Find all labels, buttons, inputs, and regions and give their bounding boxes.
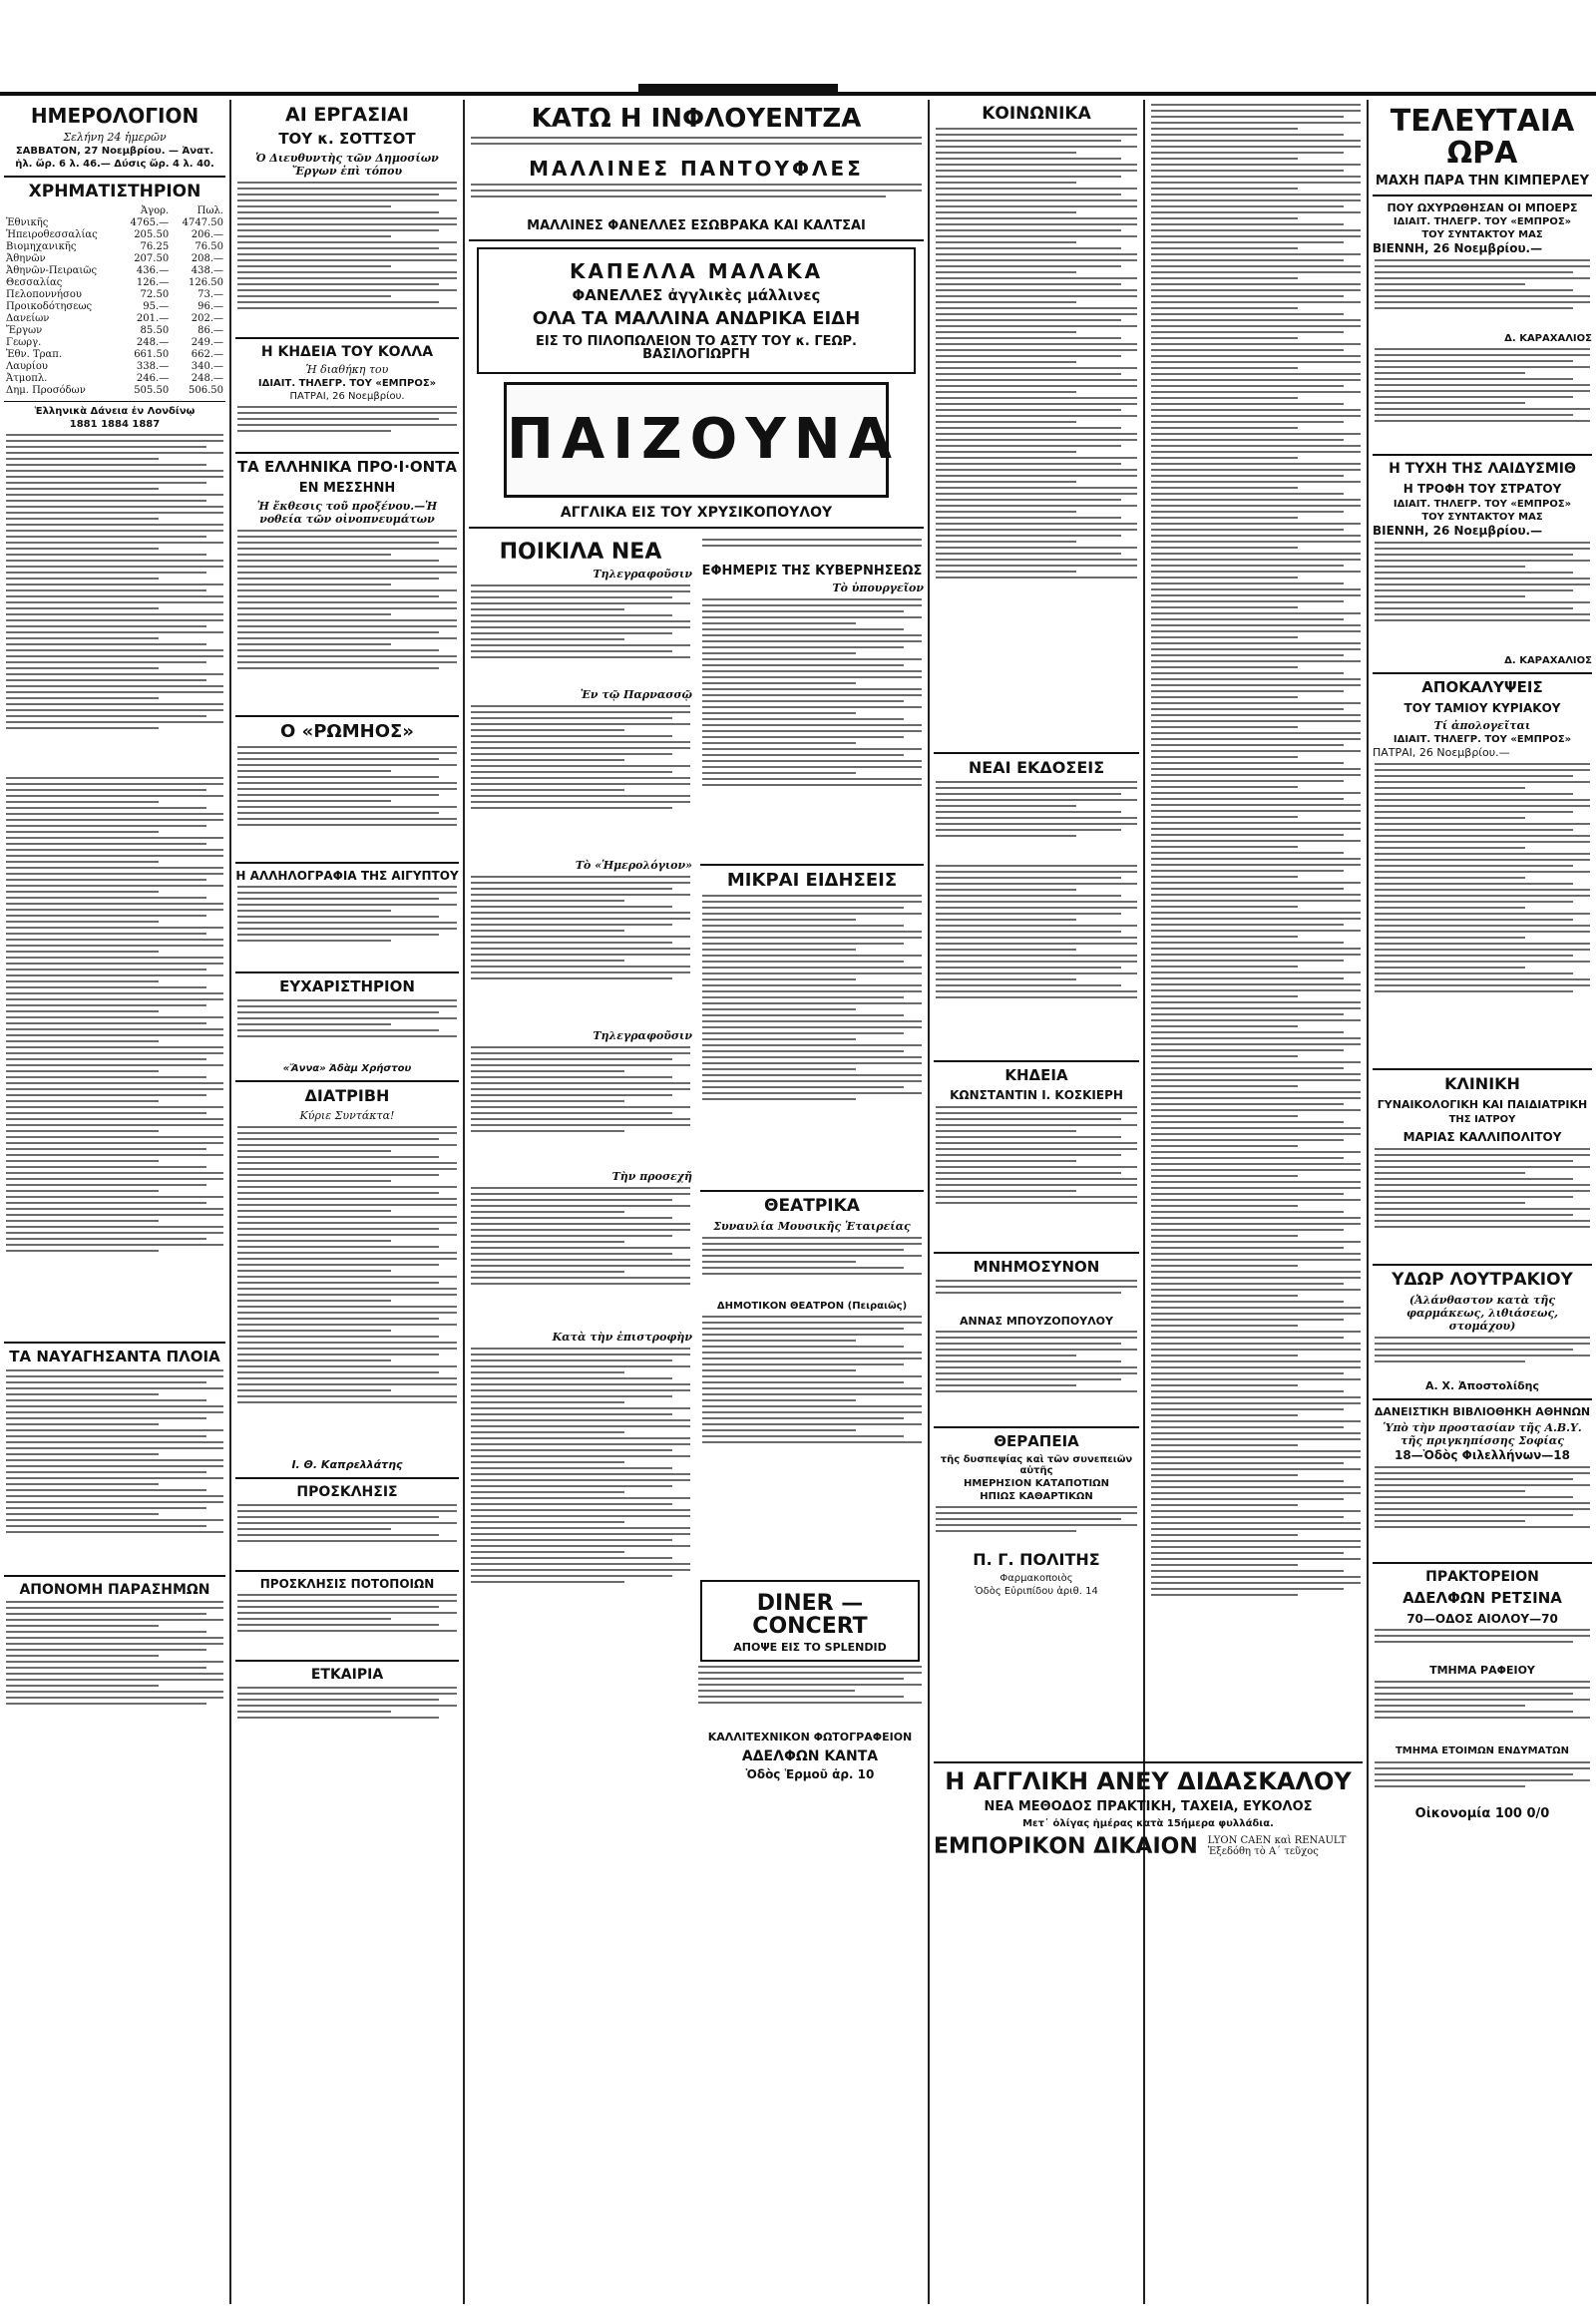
stock-row xyxy=(4,265,225,277)
text-block xyxy=(1151,104,1361,1640)
stock-sell: 73.— xyxy=(198,288,223,300)
ad-commercial-issue: Ἐξεδόθη τὸ Α΄ τεῦχος xyxy=(1207,1846,1319,1858)
ad-agency-readymade: ΤΜΗΜΑ ΕΤΟΙΜΩΝ ΕΝΔΥΜΑΤΩΝ xyxy=(1395,1745,1570,1757)
text-block xyxy=(1375,1148,1590,1258)
headline-shipwrecks: ΤΑ ΝΑΥΑΓΗΣΑΝΤΑ ΠΛΟΙΑ xyxy=(9,1347,220,1365)
stock-buy: 436.— xyxy=(136,264,170,276)
headline-therapy: ΘΕΡΑΠΕΙΑ xyxy=(994,1432,1079,1451)
column-separator xyxy=(463,100,465,2304)
stock-sell: 126.50 xyxy=(189,276,223,288)
stock-name: Λαυρίου xyxy=(6,360,48,372)
ad-english-title: Η ΑΓΓΛΙΚΗ ΑΝΕΥ ΔΙΔΑΣΚΑΛΟΥ xyxy=(945,1767,1352,1795)
stock-name: Προικοδότησεως xyxy=(6,300,93,312)
text-block xyxy=(936,128,1137,746)
stock-buy: 661.50 xyxy=(134,348,170,360)
text-block xyxy=(237,746,457,856)
column-separator xyxy=(1367,100,1369,2304)
ad-hats: ΚΑΠΕΛΛΑ ΜΑΛΑΚΑ xyxy=(569,258,824,283)
stock-sell: 202.— xyxy=(191,312,223,324)
stock-name: Γεωργ. xyxy=(6,336,42,348)
ad-library-address: 18—Ὁδὸς Φιλελλήνων—18 xyxy=(1394,1448,1571,1463)
ad-commercial-law: ΕΜΠΟΡΙΚΟΝ ΔΙΚΑΙΟΝ xyxy=(934,1833,1198,1859)
column-separator xyxy=(1143,100,1145,2304)
stock-name: Βιομηχανικῆς xyxy=(6,240,77,252)
text-block xyxy=(237,999,457,1059)
ad-commercial-law-info xyxy=(1208,1835,1347,1857)
text-block xyxy=(1375,1681,1590,1741)
therapy-laxative: ΗΠΙΩΣ ΚΑΘΑΡΤΙΚΩΝ xyxy=(980,1491,1093,1503)
stock-name: Ἀθηνῶν-Πειραιῶς xyxy=(6,264,98,276)
text-block xyxy=(237,1594,457,1654)
text-block xyxy=(471,1348,690,1583)
products-deck: Ἡ ἔκθεσις τοῦ προξένου.—Ἡ νοθεία τῶν οἰνοπνευμάτων xyxy=(256,499,438,526)
headline-ladysmith: Η ΤΥΧΗ ΤΗΣ ΛΑΙΔΥΣΜΙΘ xyxy=(1389,460,1576,477)
stock-name: Πελοποννήσου xyxy=(6,288,82,300)
text-block xyxy=(1375,1466,1590,1556)
kollas-dateline: ΠΑΤΡΑΙ, 26 Νοεμβρίου. xyxy=(289,391,405,403)
ad-clinic-doctor-label: ΤΗΣ ΙΑΤΡΟΥ xyxy=(1448,1114,1516,1126)
ad-slippers: ΜΑΛΛΙΝΕΣ ΠΑΝΤΟΥΦΛΕΣ xyxy=(529,157,864,182)
column-works xyxy=(235,100,459,2304)
stock-name: Θεσσαλίας xyxy=(6,276,63,288)
ad-photo-studio: ΚΑΛΛΙΤΕΧΝΙΚΟΝ ΦΩΤΟΓΡΑΦΕΙΟΝ xyxy=(707,1731,913,1744)
stock-row xyxy=(4,349,225,361)
text-block xyxy=(237,1687,457,1719)
stock-buy: 85.50 xyxy=(140,324,170,336)
text-block xyxy=(6,1369,223,1569)
last-hour-boers: ΠΟΥ ΩΧΥΡΩΘΗΣΑΝ ΟΙ ΜΠΟΕΡΣ xyxy=(1387,200,1578,214)
text-block xyxy=(237,1126,457,1455)
text-block xyxy=(702,1237,922,1297)
stock-sell: 662.— xyxy=(191,348,223,360)
misc-sub-f: Κατὰ τὴν ἐπιστροφὴν xyxy=(552,1330,692,1344)
memorial-name: ΑΝΝΑΣ ΜΠΟΥΖΟΠΟΥΛΟΥ xyxy=(960,1314,1113,1328)
text-block xyxy=(1375,1629,1590,1659)
stock-buy: 4765.— xyxy=(130,216,170,228)
stock-row xyxy=(4,217,225,229)
stock-buy: 246.— xyxy=(136,372,170,384)
text-block xyxy=(702,1316,922,1495)
ad-diner-box xyxy=(700,1580,920,1662)
headline-dissertation: ΔΙΑΤΡΙΒΗ xyxy=(304,1086,390,1105)
ad-commercial-law-row xyxy=(934,1835,1363,1858)
text-block xyxy=(237,1504,457,1564)
ad-photo-brothers: ΑΔΕΛΦΩΝ ΚΑΝΤΑ xyxy=(741,1747,879,1764)
col-header-sell: Πωλ. xyxy=(197,204,223,216)
headline-small-news: ΜΙΚΡΑΙ ΕΙΔΗΣΕΙΣ xyxy=(726,870,898,892)
stock-table xyxy=(4,205,225,397)
ad-diner-concert xyxy=(696,1576,924,1783)
stock-buy: 205.50 xyxy=(134,228,170,240)
pharmacist-role: Φαρμακοποιὸς xyxy=(999,1572,1073,1584)
dissertation-salutation: Κύριε Συντάκτα! xyxy=(299,1108,395,1122)
text-block xyxy=(471,584,690,684)
theatre-sub-b: ΔΗΜΟΤΙΚΟΝ ΘΕΑΤΡΟΝ (Πειραιῶς) xyxy=(716,1300,908,1312)
ad-photo-address: Ὁδὸς Ἑρμοῦ ἀρ. 10 xyxy=(745,1766,875,1781)
stock-buy: 95.— xyxy=(143,300,170,312)
text-block xyxy=(702,598,922,858)
headline-works-sub: ΤΟΥ κ. ΣΟΤΤΣΟΤ xyxy=(278,129,416,148)
headline-theatre: ΘΕΑΤΡΙΚΑ xyxy=(764,1196,860,1217)
last-hour-telegram: ΙΔΙΑΙΤ. ΤΗΛΕΓΡ. ΤΟΥ «ΕΜΠΡΟΣ» xyxy=(1393,215,1572,227)
column-social xyxy=(934,100,1139,2304)
text-block xyxy=(702,539,922,559)
headline-works: ΑΙ ΕΡΓΑΣΙΑΙ xyxy=(285,104,409,126)
kollas-telegram: ΙΔΙΑΙΤ. ΤΗΛΕΓΡ. ΤΟΥ «ΕΜΠΡΟΣ» xyxy=(257,378,437,390)
text-block xyxy=(1375,348,1590,448)
stock-name: Δημ. Προσόδων xyxy=(6,384,86,396)
stock-name: Ἐθνικῆς xyxy=(6,216,49,228)
stock-buy: 76.25 xyxy=(140,240,170,252)
headline-products: ΤΑ ΕΛΛΗΝΙΚΑ ΠΡΟ·Ι·ΟΝΤΑ xyxy=(236,458,458,477)
last-hour-dateline: ΒΙΕΝΝΗ, 26 Νοεμβρίου.— xyxy=(1373,240,1543,255)
stock-sell: 506.50 xyxy=(189,384,223,396)
loans-years: 1881 1884 1887 xyxy=(69,418,161,430)
therapy-sub: τῆς δυσπεψίας καὶ τῶν συνεπειῶν αὐτῆς xyxy=(940,1454,1133,1477)
revelations-deck: Τί ἀπολογεῖται xyxy=(1433,718,1531,732)
headline-last-hour: ΤΕΛΕΥΤΑΙΑ ΩΡΑ xyxy=(1390,104,1575,171)
ad-library-patron: Ὑπὸ τὴν προστασίαν τῆς Α.Β.Υ. τῆς πριγκηπίσσης Σοφίας xyxy=(1383,1421,1582,1448)
text-block xyxy=(702,895,922,1184)
last-hour-correspondent: ΤΟΥ ΣΥΝΤΑΚΤΟΥ ΜΑΣ xyxy=(1421,228,1543,240)
ad-clinic: ΚΛΙΝΙΚΗ xyxy=(1444,1073,1520,1093)
stock-row xyxy=(4,253,225,265)
headline-funeral: ΚΗΔΕΙΑ xyxy=(1004,1065,1068,1084)
stock-sell: 438.— xyxy=(191,264,223,276)
misc-sub-e: Τὴν προσεχῆ xyxy=(611,1169,692,1183)
ad-hat-flannels: ΦΑΝΕΛΛΕΣ ἀγγλικὲς μάλλινες xyxy=(572,285,821,304)
column-calendar xyxy=(4,100,225,2304)
headline-works-deck: Ὁ Διευθυντὴς τῶν Δημοσίων Ἔργων ἐπὶ τόπου xyxy=(255,151,439,178)
column-social-cont xyxy=(1149,100,1363,1745)
ad-loutraki-desc: (Ἀλάνθαστον κατὰ τῆς φαρμάκεως, λιθιάσεως, στομάχου) xyxy=(1406,1293,1558,1333)
stock-row xyxy=(4,373,225,385)
ad-english-method: ΝΕΑ ΜΕΘΟΔΟΣ ΠΡΑΚΤΙΚΗ, ΤΑΧΕΙΑ, ΕΥΚΟΛΟΣ xyxy=(984,1799,1313,1815)
dissertation-signature: Ι. Θ. Καπρελλάτης xyxy=(291,1457,403,1471)
stock-sell: 208.— xyxy=(191,252,223,264)
stock-row xyxy=(4,313,225,325)
misc-news-right xyxy=(700,535,924,1587)
stock-name: Ἔργων xyxy=(6,324,43,336)
stock-name: Δανείων xyxy=(6,312,50,324)
stock-buy: 207.50 xyxy=(134,252,170,264)
text-block xyxy=(936,865,1137,1054)
stock-buy: 505.50 xyxy=(134,384,170,396)
last-hour-battle: ΜΑΧΗ ΠΑΡΑ ΤΗΝ ΚΙΜΠΕΡΛΕΥ xyxy=(1375,174,1590,189)
stock-sell: 96.— xyxy=(198,300,223,312)
ad-agency-address: 70—ΟΔΟΣ ΑΙΟΛΟΥ—70 xyxy=(1406,1611,1558,1626)
ad-hat-shop-name: ΕΙΣ ΤΟ ΠΙΛΟΠΩΛΕΙΟΝ ΤΟ ΑΣΤΥ ΤΟΥ κ. ΓΕΩΡ. ΒΑΣΙΛΟΓΙΩΡΓΗ xyxy=(536,333,857,363)
top-rule xyxy=(0,92,1596,96)
ad-agency: ΠΡΑΚΤΟΡΕΙΟΝ xyxy=(1425,1569,1539,1586)
text-block xyxy=(936,781,1137,861)
misc-news-row xyxy=(469,535,924,1587)
date-line: ΣΑΒΒΑΤΟΝ, 27 Νοεμβρίου. — Ἀνατ. xyxy=(15,146,214,157)
headline-products-sub: ΕΝ ΜΕΣΣΗΝΗ xyxy=(298,481,396,497)
gazette-sub: Τὸ ὑπουργεῖον xyxy=(832,581,924,595)
ad-logo-caption: ΑΓΓΛΙΚΑ ΕΙΣ ΤΟΥ ΧΡΥΣΙΚΟΠΟΥΛΟΥ xyxy=(560,504,833,521)
text-block xyxy=(237,886,457,966)
kollas-deck: Ἡ διαθήκη του xyxy=(305,363,389,377)
text-block xyxy=(1375,542,1590,651)
stock-row xyxy=(4,229,225,241)
column-separator xyxy=(928,100,930,2304)
stock-sell: 206.— xyxy=(191,228,223,240)
misc-sub-c: Τὸ «Ἡμερολόγιον» xyxy=(575,858,692,872)
text-block xyxy=(1375,1761,1590,1801)
ad-hat-shop xyxy=(477,247,916,374)
ad-loutraki-sig: Α. Χ. Ἀποστολίδης xyxy=(1424,1378,1540,1392)
ad-agency-name: ΑΔΕΛΦΩΝ ΡΕΤΣΙΝΑ xyxy=(1402,1589,1562,1608)
ad-english-issues: Μετ᾿ ὀλίγας ἡμέρας κατὰ 15ήμερα φυλλάδια. xyxy=(1022,1817,1274,1829)
thanks-signature: «Ἄννα» Ἀδὰμ Χρήστου xyxy=(282,1063,412,1074)
headline-new-editions: ΝΕΑΙ ΕΚΔΟΣΕΙΣ xyxy=(968,757,1105,777)
headline-gazette: ΕΦΗΜΕΡΙΣ ΤΗΣ ΚΥΒΕΡΝΗΣΕΩΣ xyxy=(701,563,923,579)
ladysmith-correspondent: ΤΟΥ ΣΥΝΤΑΚΤΟΥ ΜΑΣ xyxy=(1421,512,1543,524)
text-block xyxy=(936,1280,1137,1310)
ad-agency-tailoring: ΤΜΗΜΑ ΡΑΦΕΙΟΥ xyxy=(1429,1664,1535,1678)
col-header-buy: Ἀγορ. xyxy=(140,204,170,216)
ad-logo-image xyxy=(504,382,901,498)
stock-name: Ἀθηνῶν xyxy=(6,252,46,264)
ad-diner-sub: ΑΠΟΨΕ ΕΙΣ ΤΟ SPLENDID xyxy=(733,1641,887,1655)
stock-row xyxy=(4,337,225,349)
text-block xyxy=(471,705,690,855)
stock-buy: 248.— xyxy=(136,336,170,348)
ladysmith-dateline: ΒΙΕΝΝΗ, 26 Νοεμβρίου.— xyxy=(1373,524,1543,539)
text-block xyxy=(471,1187,690,1327)
text-block xyxy=(237,406,457,446)
stock-row xyxy=(4,361,225,373)
headline-egypt-mail: Η ΑΛΛΗΛΟΓΡΑΦΙΑ ΤΗΣ ΑΙΓΥΠΤΟΥ xyxy=(235,868,459,883)
headline-kollas: Η ΚΗΔΕΙΑ ΤΟΥ ΚΟΛΛΑ xyxy=(260,343,434,360)
funeral-name: ΚΩΝΣΤΑΝΤΙΝ Ι. ΚΟΣΚΙΕΡΗ xyxy=(950,1088,1123,1103)
text-block xyxy=(1375,259,1590,329)
text-block xyxy=(6,434,223,773)
misc-sub-b: Ἐν τῷ Παρνασσῷ xyxy=(580,687,692,701)
revelations-treasurer: ΤΟΥ ΤΑΜΙΟΥ ΚΥΡΙΑΚΟΥ xyxy=(1403,701,1561,716)
ad-clinic-doctor: ΜΑΡΙΑΣ ΚΑΛΛΙΠΟΛΙΤΟΥ xyxy=(1402,1130,1562,1145)
ad-agency-savings: Οἰκονομία 100 0/0 xyxy=(1414,1805,1550,1821)
ad-diner-title: DINER — CONCERT xyxy=(752,1591,868,1640)
ad-english-course xyxy=(934,1755,1363,1858)
ad-flannels: ΜΑΛΛΙΝΕΣ ΦΑΝΕΛΛΕΣ ΕΣΩΒΡΑΚΑ ΚΑΙ ΚΑΛΤΣΑΙ xyxy=(527,218,866,234)
ladysmith-signature: Δ. ΚΑΡΑΧΑΛΙΟΣ xyxy=(1504,655,1592,667)
pharmacist-address: Ὁδὸς Εὐριπίδου ἀριθ. 14 xyxy=(975,1585,1098,1597)
stock-sell: 4747.50 xyxy=(182,216,223,228)
headline-invitation-brewers: ΠΡΟΣΚΛΗΣΙΣ ΠΟΤΟΠΟΙΩΝ xyxy=(259,1576,435,1591)
ad-library: ΔΑΝΕΙΣΤΙΚΗ ΒΙΒΛΙΟΘΗΚΗ ΑΘΗΝΩΝ xyxy=(1374,1404,1591,1418)
text-block xyxy=(6,777,223,1336)
revelations-telegram: ΙΔΙΑΙΤ. ΤΗΛΕΓΡ. ΤΟΥ «ΕΜΠΡΟΣ» xyxy=(1393,733,1572,745)
misc-sub-a: Τηλεγραφοῦσιν xyxy=(593,567,692,581)
stock-name: Ἠπειροθεσσαλίας xyxy=(6,228,98,240)
headline-revelations: ΑΠΟΚΑΛΥΨΕΙΣ xyxy=(1421,678,1543,697)
text-block xyxy=(471,876,690,1025)
misc-news-left xyxy=(469,535,692,1587)
ladysmith-food: Η ΤΡΟΦΗ ΤΟΥ ΣΤΡΑΤΟΥ xyxy=(1402,481,1562,496)
column-center xyxy=(469,100,924,2304)
stock-sell: 249.— xyxy=(191,336,223,348)
sun-line: ἡλ. ὥρ. 6 λ. 46.— Δύσις ὥρ. 4 λ. 40. xyxy=(15,159,214,170)
loans-title: Ἑλληνικὰ Δάνεια ἐν Λονδίνῳ xyxy=(34,405,196,417)
last-hour-signature: Δ. ΚΑΡΑΧΑΛΙΟΣ xyxy=(1504,332,1592,344)
misc-sub-d: Τηλεγραφοῦσιν xyxy=(593,1028,692,1042)
ad-loutraki-water: ΥΔΩΡ ΛΟΥΤΡΑΚΙΟΥ xyxy=(1392,1269,1573,1290)
stock-sell: 340.— xyxy=(191,360,223,372)
stock-sell: 76.50 xyxy=(195,240,223,252)
headline-influenza: ΚΑΤΩ Η ΙΝΦΛΟΥΕΝΤΖΑ xyxy=(531,104,862,134)
revelations-dateline: ΠΑΤΡΑΙ, 26 Νοεμβρίου.— xyxy=(1373,745,1510,759)
theatre-sub-a: Συναυλία Μουσικῆς Ἑταιρείας xyxy=(713,1219,911,1233)
stock-name: Ἐθν. Τραπ. xyxy=(6,348,63,360)
pharmacist-name: Π. Γ. ΠΟΛΙΤΗΣ xyxy=(973,1550,1100,1570)
ad-wool-items: ΟΛΑ ΤΑ ΜΑΛΛΙΝΑ ΑΝΔΡΙΚΑ ΕΙΔΗ xyxy=(532,307,861,329)
headline-memorial: ΜΝΗΜΟΣΥΝΟΝ xyxy=(973,1257,1100,1276)
masthead-strip xyxy=(638,84,838,92)
text-block xyxy=(936,1106,1137,1246)
headline-decorations: ΑΠΟΝΟΜΗ ΠΑΡΑΣΗΜΩΝ xyxy=(19,1581,210,1598)
stock-buy: 72.50 xyxy=(140,288,170,300)
ad-clinic-type: ΓΥΝΑΙΚΟΛΟΓΙΚΗ ΚΑΙ ΠΑΙΔΙΑΤΡΙΚΗ xyxy=(1377,1097,1588,1111)
text-block xyxy=(471,137,922,153)
stock-buy: 338.— xyxy=(136,360,170,372)
column-separator xyxy=(229,100,231,2304)
text-block xyxy=(936,1331,1137,1420)
stock-name: Ἀτμοπλ. xyxy=(6,372,48,384)
stock-row xyxy=(4,385,225,397)
headline-thanks: ΕΥΧΑΡΙΣΤΗΡΙΟΝ xyxy=(279,977,415,996)
ad-commercial-authors: LYON CAEN καὶ RENAULT xyxy=(1207,1835,1347,1847)
text-block xyxy=(936,1506,1137,1546)
text-block xyxy=(698,1666,922,1726)
stock-sell: 86.— xyxy=(198,324,223,336)
headline-romios: Ο «ΡΩΜΗΟΣ» xyxy=(280,720,414,742)
text-block xyxy=(471,184,922,213)
stock-row xyxy=(4,301,225,313)
headline-misc-news: ΠΟΙΚΙΛΑ ΝΕΑ xyxy=(499,539,662,565)
stock-exchange-title: ΧΡΗΜΑΤΙΣΤΗΡΙΟΝ xyxy=(28,182,201,201)
calendar-title: ΗΜΕΡΟΛΟΓΙΟΝ xyxy=(30,104,200,128)
stock-sell: 248.— xyxy=(191,372,223,384)
column-last-hour xyxy=(1373,100,1592,2304)
text-block xyxy=(1375,1337,1590,1376)
headline-invitation: ΠΡΟΣΚΛΗΣΙΣ xyxy=(296,1483,398,1500)
stock-buy: 126.— xyxy=(136,276,170,288)
stock-row xyxy=(4,289,225,301)
stock-buy: 201.— xyxy=(136,312,170,324)
stock-row xyxy=(4,241,225,253)
text-block xyxy=(237,182,457,331)
text-block xyxy=(6,1601,223,1705)
ad-logo-text: ΠΑΙΖΟΥΝΑ xyxy=(507,406,901,472)
ladysmith-telegram: ΙΔΙΑΙΤ. ΤΗΛΕΓΡ. ΤΟΥ «ΕΜΠΡΟΣ» xyxy=(1393,499,1572,511)
headline-opportunity: ΕΤΚΑΙΡΙΑ xyxy=(310,1667,384,1684)
headline-social: ΚΟΙΝΩΝΙΚΑ xyxy=(982,104,1091,124)
text-block xyxy=(237,530,457,709)
text-block xyxy=(1375,763,1590,1062)
stock-row xyxy=(4,325,225,337)
text-block xyxy=(471,1046,690,1166)
therapy-pills: ΗΜΕΡΗΣΙΟΝ ΚΑΤΑΠΟΤΙΩΝ xyxy=(963,1478,1110,1490)
stock-row xyxy=(4,277,225,289)
moon-line: Σελήνη 24 ἡμερῶν xyxy=(63,131,167,144)
